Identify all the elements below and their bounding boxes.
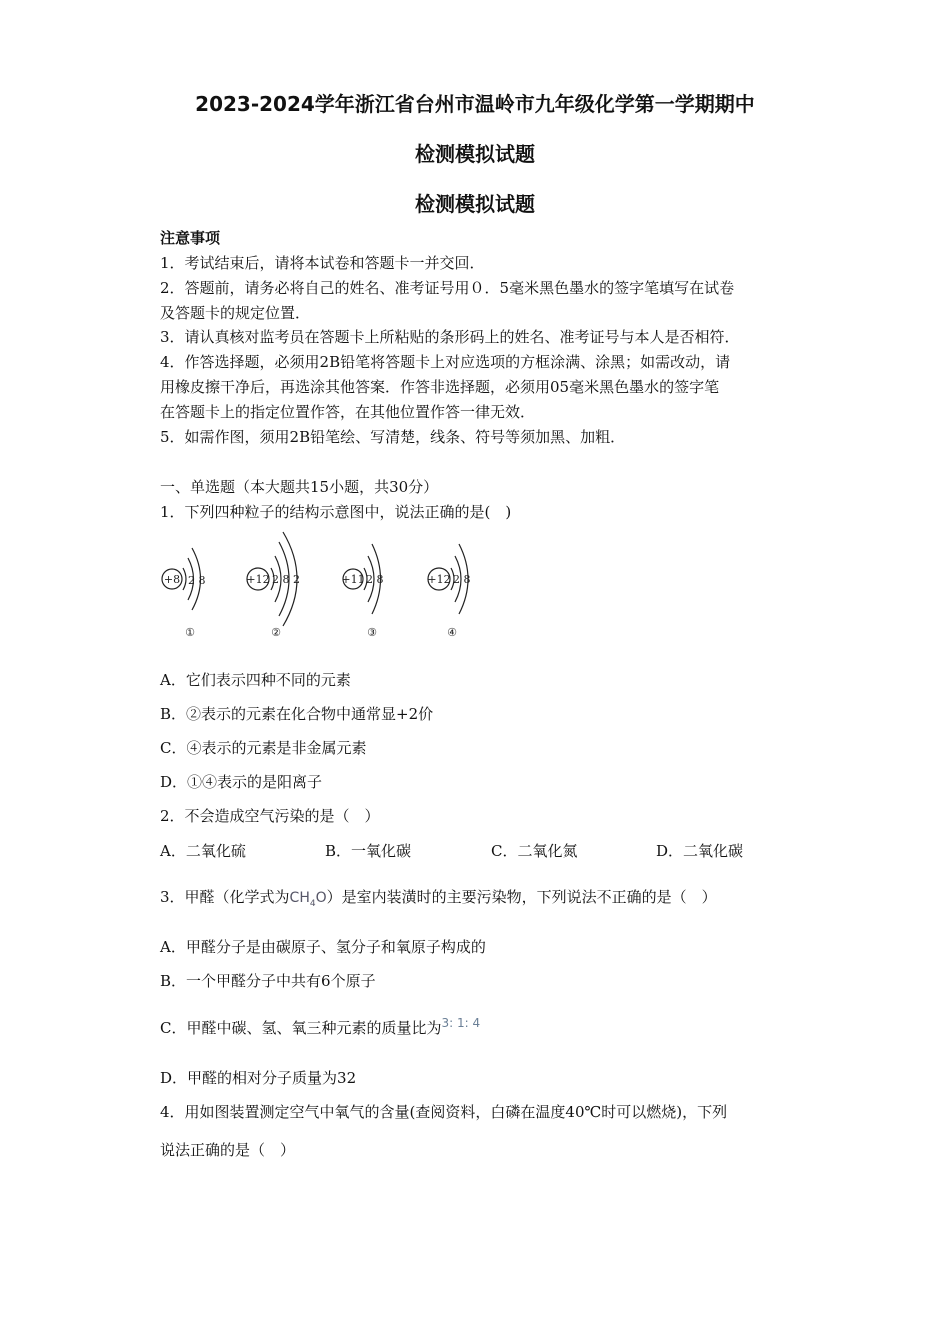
notice-line: 1．考试结束后，请将本试卷和答题卡一并交回． — [160, 254, 485, 272]
q4-stem-line-2: 说法正确的是（ ） — [160, 1141, 296, 1159]
notice-line: 4．作答选择题，必须用2B铅笔将答题卡上对应选项的方框涂满、涂黑；如需改动，请 — [160, 353, 731, 371]
atom2-label: ② — [271, 626, 281, 639]
notice-line: 用橡皮擦干净后，再选涂其他答案．作答非选择题，必须用05毫米黑色墨水的签字笔 — [160, 378, 720, 396]
q3-formula-end: O — [315, 890, 327, 906]
title-line-1: 2023-2024学年浙江省台州市温岭市九年级化学第一学期期中 — [195, 92, 755, 116]
q4-stem-line-1: 4．用如图装置测定空气中氧气的含量(查阅资料，白磷在温度40℃时可以燃烧)，下列 — [160, 1103, 728, 1121]
q3-stem-before: 3．甲醛（化学式为 — [160, 888, 290, 906]
q1-stem: 1．下列四种粒子的结构示意图中，说法正确的是( ) — [160, 503, 512, 521]
atom1-nucleus: +8 — [163, 573, 181, 586]
notice-line: 5．如需作图，须用2B铅笔绘、写清楚，线条、符号等须加黑、加粗． — [160, 428, 626, 446]
q2-option-c: C．二氧化氮 — [491, 842, 578, 860]
notice-heading: 注意事项 — [160, 229, 221, 247]
atom3-shells: 2 8 — [366, 573, 384, 586]
atom4-label: ④ — [447, 626, 457, 639]
atom2-nucleus: +12 — [246, 573, 270, 586]
atom4-shells: 2 8 — [453, 573, 471, 586]
atom1-shells: 2 8 — [188, 574, 206, 587]
atom4-nucleus: +12 — [427, 573, 451, 586]
q3-option-c — [160, 1017, 480, 1038]
q3-option-b: B．一个甲醛分子中共有6个原子 — [160, 972, 376, 990]
q3-option-c-text: C．甲醛中碳、氢、氧三种元素的质量比为 — [160, 1019, 442, 1037]
atom3-label: ③ — [367, 626, 377, 639]
q2-option-b: B．一氧化碳 — [325, 842, 412, 860]
q1-atom-diagrams — [155, 528, 485, 643]
q3-formula-sub: 4 — [309, 898, 316, 909]
notice-line: 及答题卡的规定位置． — [160, 304, 311, 322]
q3-formula — [289, 890, 327, 909]
section-heading: 一、单选题（本大题共15小题，共30分） — [160, 478, 439, 496]
q1-option-b: B．②表示的元素在化合物中通常显+2价 — [160, 705, 434, 723]
q3-formula-main: CH — [289, 890, 310, 906]
q3-stem — [160, 886, 717, 909]
title-line-3: 检测模拟试题 — [415, 192, 535, 216]
q3-option-c-ratio: 3: 1: 4 — [441, 1016, 481, 1030]
q2-option-d: D．二氧化碳 — [656, 842, 744, 860]
title-line-2: 检测模拟试题 — [415, 142, 535, 166]
notice-line: 3．请认真核对监考员在答题卡上所粘贴的条形码上的姓名、准考证号与本人是否相符． — [160, 328, 740, 346]
q3-stem-after: ）是室内装潢时的主要污染物，下列说法不正确的是（ ） — [326, 888, 717, 906]
atom2-shells: 2 8 2 — [272, 573, 300, 586]
q3-option-d: D．甲醛的相对分子质量为32 — [160, 1069, 357, 1087]
atom3-nucleus: +11 — [341, 573, 365, 586]
q1-option-d: D．①④表示的是阳离子 — [160, 773, 323, 791]
notice-line: 2．答题前，请务必将自己的姓名、准考证号用０．5毫米黑色墨水的签字笔填写在试卷 — [160, 279, 735, 297]
q2-option-a: A．二氧化硫 — [160, 842, 246, 860]
q1-option-a: A．它们表示四种不同的元素 — [160, 671, 351, 689]
notice-line: 在答题卡上的指定位置作答，在其他位置作答一律无效． — [160, 403, 536, 421]
atom1-label: ① — [185, 626, 195, 639]
q3-option-a: A．甲醛分子是由碳原子、氢分子和氧原子构成的 — [160, 938, 486, 956]
q2-stem: 2．不会造成空气污染的是（ ） — [160, 807, 380, 825]
q1-option-c: C．④表示的元素是非金属元素 — [160, 739, 367, 757]
